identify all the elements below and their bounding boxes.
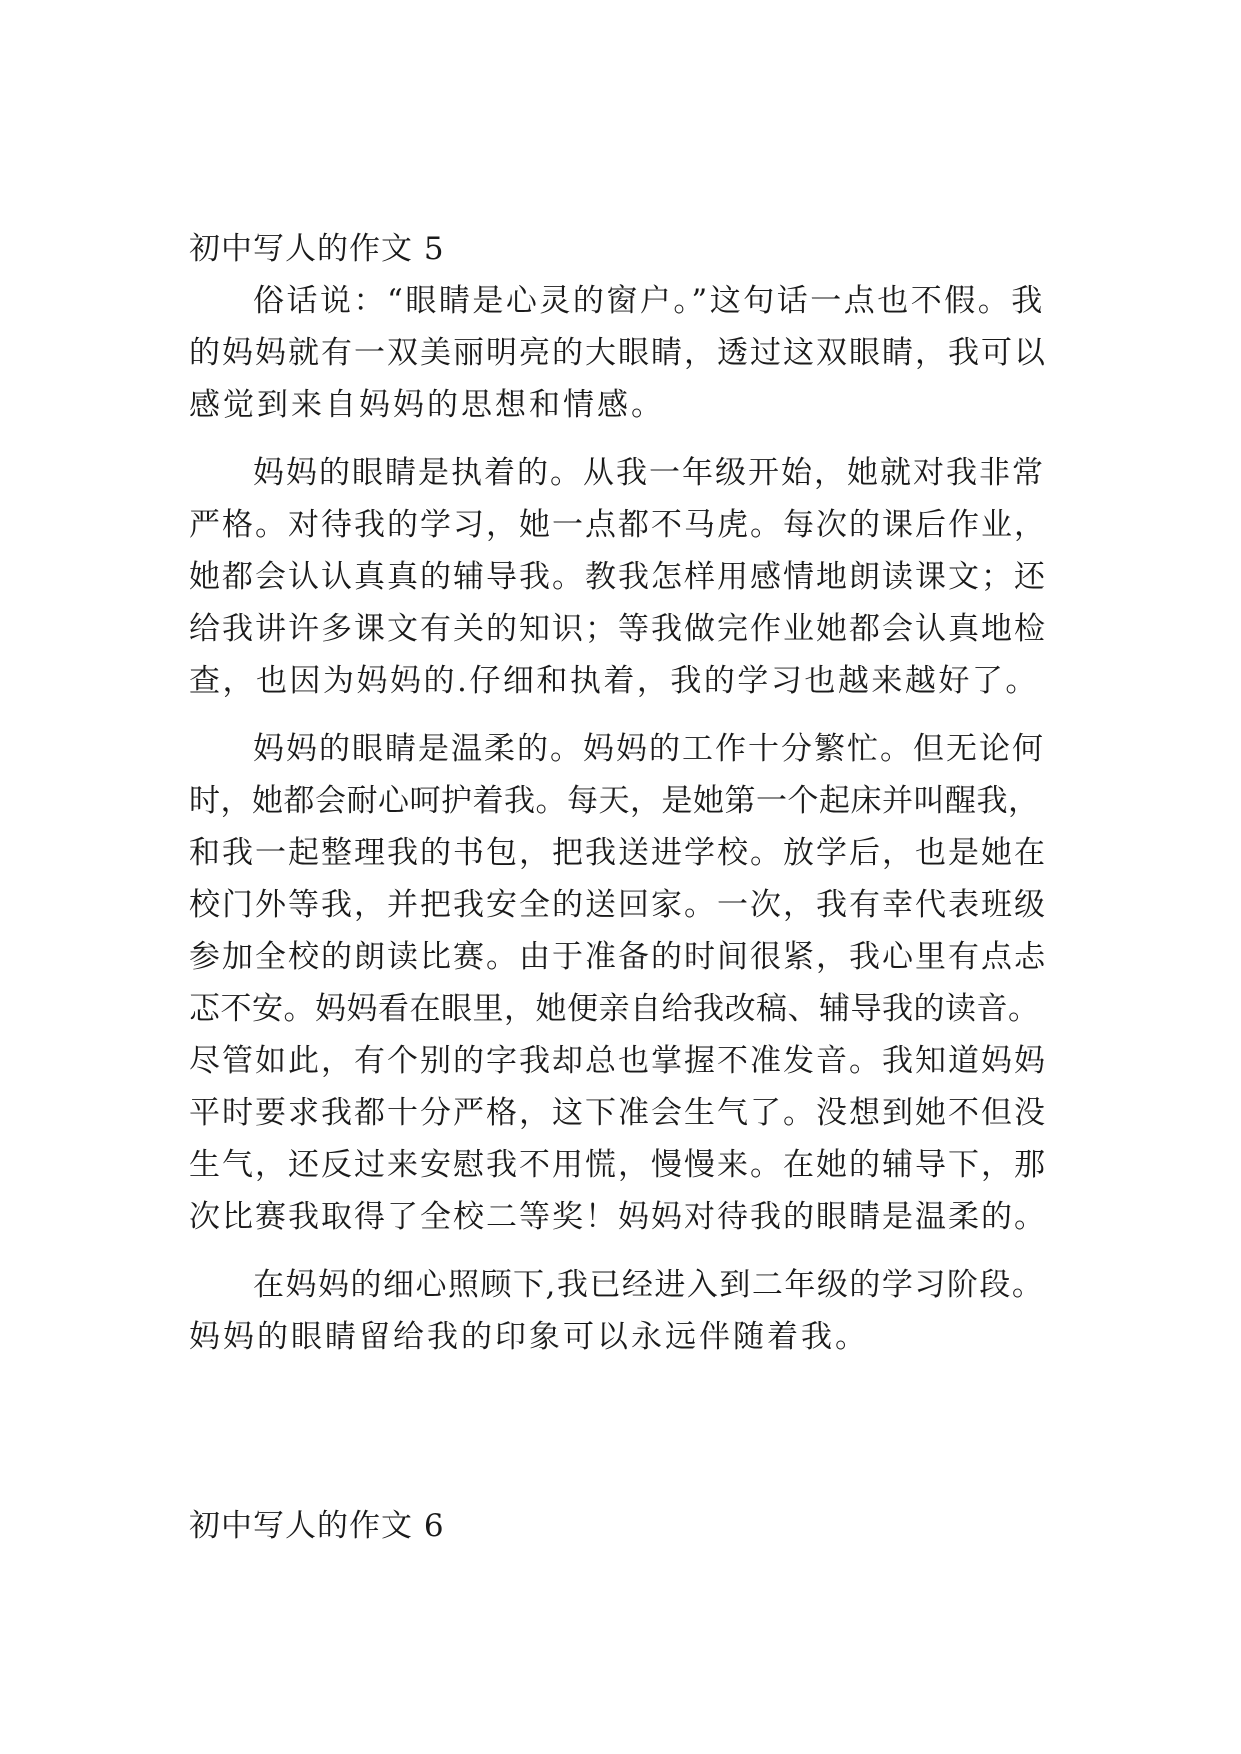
essay-5-line: 严格。对待我的学习，她一点都不马虎。每次的课后作业， xyxy=(189,507,1047,543)
essay-5-line: 妈妈的眼睛留给我的印象可以永远伴随着我。 xyxy=(189,1319,869,1355)
essay-5-line: 尽管如此，有个别的字我却总也掌握不准发音。我知道妈妈 xyxy=(189,1043,1047,1079)
essay-5-line: 查，也因为妈妈的.仔细和执着，我的学习也越来越好了。 xyxy=(189,663,1039,699)
essay-5-title: 初中写人的作文 5 xyxy=(189,231,445,267)
essay-5-line: 妈妈的眼睛是执着的。从我一年级开始，她就对我非常 xyxy=(253,455,1045,491)
essay-5-line: 感觉到来自妈妈的思想和情感。 xyxy=(189,387,665,423)
essay-5-line: 校门外等我，并把我安全的送回家。一次，我有幸代表班级 xyxy=(189,887,1047,923)
essay-5-line: 生气，还反过来安慰我不用慌，慢慢来。在她的辅导下，那 xyxy=(189,1147,1047,1183)
essay-5-line: 妈妈的眼睛是温柔的。妈妈的工作十分繁忙。但无论何 xyxy=(253,731,1045,767)
essay-5-line: 忑不安。妈妈看在眼里，她便亲自给我改稿、辅导我的读音。 xyxy=(189,991,1040,1027)
essay-5-line: 俗话说：“眼睛是心灵的窗户。”这句话一点也不假。我 xyxy=(253,283,1045,319)
essay-5-line: 给我讲许多课文有关的知识；等我做完作业她都会认真地检 xyxy=(189,611,1047,647)
essay-5-line: 平时要求我都十分严格，这下准会生气了。没想到她不但没 xyxy=(189,1095,1047,1131)
essay-5-line: 在妈妈的细心照顾下,我已经进入到二年级的学习阶段。 xyxy=(253,1267,1045,1303)
essay-5-line: 次比赛我取得了全校二等奖！妈妈对待我的眼睛是温柔的。 xyxy=(189,1199,1047,1235)
essay-6-title: 初中写人的作文 6 xyxy=(189,1508,445,1544)
essay-5-line: 的妈妈就有一双美丽明亮的大眼睛，透过这双眼睛，我可以 xyxy=(189,335,1047,371)
essay-5-line: 和我一起整理我的书包，把我送进学校。放学后，也是她在 xyxy=(189,835,1047,871)
essay-5-line: 她都会认认真真的辅导我。教我怎样用感情地朗读课文；还 xyxy=(189,559,1047,595)
essay-5-line: 参加全校的朗读比赛。由于准备的时间很紧，我心里有点忐 xyxy=(189,939,1047,975)
essay-5-line: 时，她都会耐心呵护着我。每天，是她第一个起床并叫醒我， xyxy=(189,783,1040,819)
